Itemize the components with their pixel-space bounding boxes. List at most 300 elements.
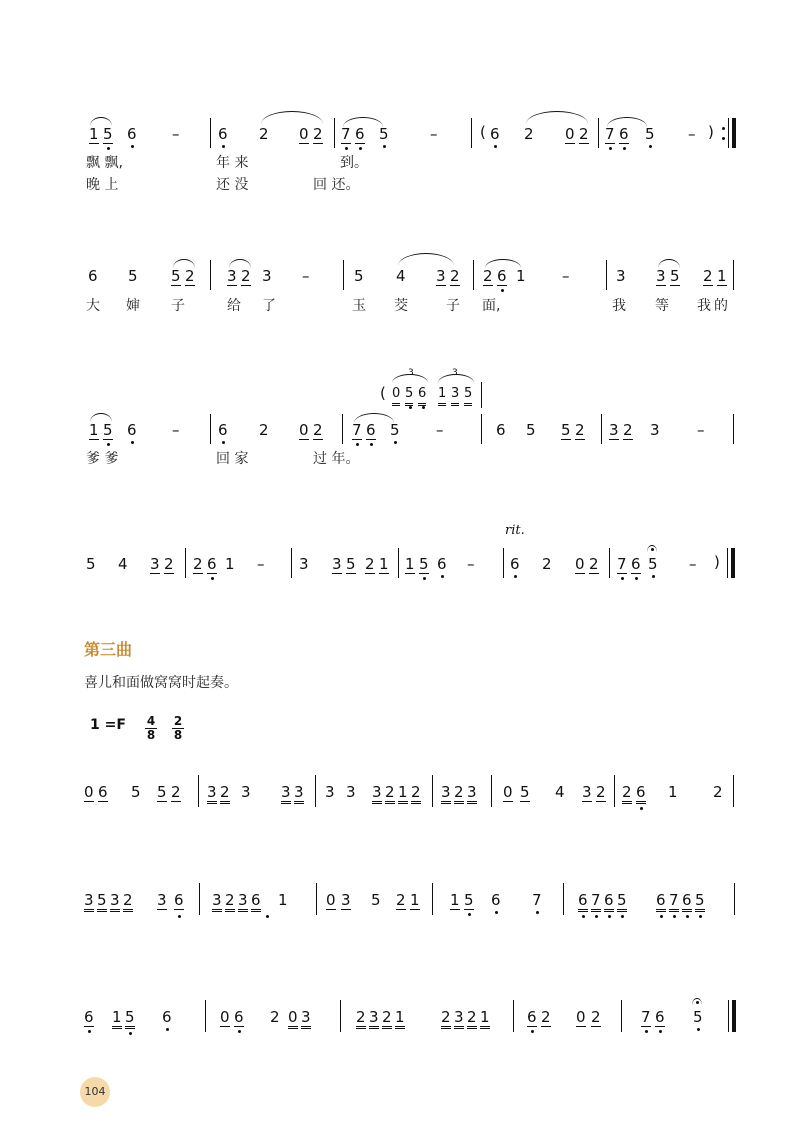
note: 5 [379,125,389,143]
note: 6 [497,267,507,285]
note: 5 [670,267,680,285]
low-octave-dot [621,915,624,918]
lyric-line: 晚 上 [86,177,119,193]
grace-note: 3 [451,386,459,406]
low-octave-dot [582,915,585,918]
note: 6 [251,892,261,912]
triplet-bracket [392,374,428,383]
barline [609,548,610,578]
lyric-line: 飘 飘, [86,155,123,171]
note: 6 [631,555,641,573]
tie [261,111,323,124]
lyric-char: 给 [227,298,241,314]
note: 5 [157,783,167,801]
low-octave-dot [359,147,362,150]
note: 3 [207,784,217,804]
note: 6 [234,1008,244,1026]
note: 5 [86,555,96,573]
note: 1 [450,891,460,909]
low-octave-dot [595,915,598,918]
note: – [172,421,180,439]
note: 7 [641,1008,651,1026]
tie [398,253,454,266]
slur [607,117,647,127]
note: 1 [89,421,99,439]
low-octave-dot [266,915,269,918]
final-barline [731,548,735,578]
note: 2 [713,783,723,801]
barline [210,260,211,290]
low-octave-dot [635,577,638,580]
barline [316,883,317,915]
barline [210,118,211,148]
note: 3 [467,784,477,804]
note: 1 [112,1009,122,1029]
note: 2 [454,784,464,804]
note: 1 [89,125,99,143]
low-octave-dot [623,147,626,150]
note: 1 [480,1009,490,1029]
barline [334,118,335,148]
lyric-char: 我 [697,298,711,314]
note: 6 [491,891,501,909]
note: 3 [341,891,351,909]
low-octave-dot [494,145,497,148]
low-octave-dot [686,915,689,918]
note: 5 [520,783,530,801]
low-octave-dot [131,441,134,444]
grace-note: 5 [405,386,413,406]
barline [598,118,599,148]
note: 3 [346,783,356,801]
note: – [302,267,310,285]
grace-note: 1 [438,386,446,406]
low-octave-dot [356,443,359,446]
grace-note: 5 [464,386,472,406]
paren-close: ) [708,123,714,141]
note: 3 [299,555,309,573]
low-octave-dot [394,441,397,444]
barline [343,260,344,290]
note: 6 [218,421,228,439]
note: – [697,421,705,439]
meter-signature [145,715,157,742]
final-barline [732,118,736,148]
note: 2 [259,421,269,439]
note: 3 [301,1009,311,1029]
note: 2 [622,784,632,804]
barline [291,548,292,578]
barline [398,548,399,578]
note: 2 [225,892,235,912]
note: 2 [241,267,251,285]
note: 2 [541,1008,551,1026]
grace-note: 6 [418,386,426,406]
repeat-dot [722,127,725,130]
note: 3 [441,784,451,804]
barline [513,1000,514,1032]
triplet-mark: 3 [408,368,414,378]
note: 2 [313,421,323,439]
note: 0 [299,125,309,143]
barline [342,414,343,444]
lyric-line: 回 还。 [313,177,360,193]
note: 2 [123,892,133,912]
note: 6 [366,421,376,439]
note: 5 [354,267,364,285]
note: 3 [372,784,382,804]
barline [315,775,316,807]
note: 5 [97,892,107,912]
low-octave-dot [514,575,517,578]
note: 3 [150,555,160,573]
barline [733,414,734,444]
low-octave-dot [178,915,181,918]
final-barline [732,1000,736,1032]
low-octave-dot [659,1030,662,1033]
note: 6 [88,267,98,285]
slur [354,413,394,423]
note: 2 [579,125,589,143]
note: 2 [193,555,203,573]
note: 1 [225,555,235,573]
note: 5 [171,267,181,285]
barline [503,548,504,578]
low-octave-dot [131,145,134,148]
low-octave-dot [609,147,612,150]
note: 6 [636,784,646,804]
barline [601,414,602,444]
low-octave-dot [88,1030,91,1033]
note: 5 [645,125,655,143]
note: – [172,125,180,143]
note: 2 [313,125,323,143]
barline [728,118,729,148]
note: 5 [693,1008,703,1026]
note: 5 [131,783,141,801]
slur [90,413,112,422]
note: 7 [605,125,615,143]
note: 7 [352,421,362,439]
lyric-char: 我 [612,298,626,314]
note: 3 [157,891,167,909]
note: 3 [212,892,222,912]
note: 3 [262,267,272,285]
note: 6 [510,555,520,573]
lyric-char: 玉 [352,298,366,314]
barline [614,775,615,807]
low-octave-dot [660,915,663,918]
note: – [688,125,696,143]
barline [185,548,186,578]
barline [563,883,564,915]
low-octave-dot [536,911,539,914]
note: 2 [524,125,534,143]
note: 2 [270,1008,280,1026]
note: 7 [617,555,627,573]
page-number: 104 [80,1077,110,1107]
barline [473,260,474,290]
note: 5 [346,555,356,573]
note: 6 [578,892,588,912]
note: 3 [454,1009,464,1029]
note: 4 [396,267,406,285]
barline [199,883,200,915]
note: 7 [532,891,542,909]
note: – [436,421,444,439]
note: 2 [441,1009,451,1029]
note: 3 [325,783,335,801]
note: 0 [326,891,336,909]
note: 6 [127,421,137,439]
note: 3 [436,267,446,285]
note: 0 [220,1008,230,1026]
low-octave-dot [608,915,611,918]
note: 2 [483,267,493,285]
note: 1 [410,891,420,909]
triplet-mark: 3 [452,368,458,378]
note: 5 [103,421,113,439]
barline [728,1000,729,1032]
note: 1 [405,555,415,573]
performance-instruction: 喜儿和面做窝窝时起奏。 [84,675,238,691]
barline [471,118,472,148]
lyric-char: 了 [262,298,276,314]
note: – [430,125,438,143]
barline [481,414,482,444]
low-octave-dot [370,443,373,446]
note: 3 [241,783,251,801]
note: 6 [174,891,184,909]
note: 5 [561,421,571,439]
meter-numerator: 2 [173,714,183,728]
note: 2 [185,267,195,285]
low-octave-dot [166,1028,169,1031]
note: 3 [110,892,120,912]
lyric-char: 婶 [126,298,140,314]
note: – [562,267,570,285]
note: 5 [464,891,474,909]
barline [606,260,607,290]
note: 6 [355,125,365,143]
note: 1 [717,267,727,285]
low-octave-dot [383,145,386,148]
note: 5 [371,891,381,909]
note: 3 [656,267,666,285]
note: 0 [565,125,575,143]
barline [340,1000,341,1032]
lyric-char: 茭 [394,298,408,314]
fermata-dot [696,1001,699,1004]
barline [481,382,482,408]
lyric-line: 过 年。 [313,451,360,467]
low-octave-dot [441,575,444,578]
lyric-char: 子 [171,298,185,314]
low-octave-dot [409,406,412,409]
barline [734,883,735,915]
low-octave-dot [673,915,676,918]
section-title: 第三曲 [84,640,133,659]
note: 2 [259,125,269,143]
note: 5 [103,125,113,143]
note: 2 [164,555,174,573]
note: 4 [555,783,565,801]
note: 1 [398,784,408,804]
note: 0 [575,555,585,573]
note: 2 [589,555,599,573]
note: 2 [591,1008,601,1026]
low-octave-dot [640,807,643,810]
low-octave-dot [649,145,652,148]
note: 3 [582,783,592,801]
note: 2 [623,421,633,439]
low-octave-dot [222,441,225,444]
note: 2 [467,1009,477,1029]
note: 1 [395,1009,405,1029]
lyric-line: 还 没 [216,177,249,193]
slur [90,117,112,126]
paren-open: ( [380,384,386,402]
note: 2 [171,783,181,801]
low-octave-dot [697,1028,700,1031]
note: 3 [238,892,248,912]
note: 2 [396,891,406,909]
note: 1 [278,891,288,909]
lyric-line: 回 家 [216,451,249,467]
note: 3 [369,1009,379,1029]
paren-open: ( [480,123,486,141]
note: 3 [650,421,660,439]
note: 5 [526,421,536,439]
note: 6 [655,1008,665,1026]
fermata-dot [651,548,654,551]
note: 2 [411,784,421,804]
note: 6 [207,555,217,573]
note: 2 [356,1009,366,1029]
barline [491,775,492,807]
note: 3 [616,267,626,285]
note: 6 [656,892,666,912]
note: 1 [668,783,678,801]
note: 6 [496,421,506,439]
lyric-char: 面, [482,298,501,314]
note: – [467,555,475,573]
barline [621,1000,622,1032]
barline [733,260,734,290]
lyric-char: 子 [446,298,460,314]
low-octave-dot [468,913,471,916]
barline [432,883,433,915]
note: 5 [419,555,429,573]
low-octave-dot [107,147,110,150]
note: 7 [341,125,351,143]
note: 7 [591,892,601,912]
barline [432,775,433,807]
note: 7 [669,892,679,912]
note: 6 [218,125,228,143]
note: 2 [365,555,375,573]
note: 3 [281,784,291,804]
note: 6 [604,892,614,912]
note: 4 [118,555,128,573]
barline [727,548,728,578]
barline [205,1000,206,1032]
low-octave-dot [211,577,214,580]
note: 6 [98,783,108,801]
meter-denominator: 8 [146,728,156,742]
note: 6 [127,125,137,143]
low-octave-dot [222,145,225,148]
low-octave-dot [699,915,702,918]
slur [658,259,680,268]
low-octave-dot [531,1030,534,1033]
low-octave-dot [645,1030,648,1033]
note: 2 [575,421,585,439]
note: 2 [382,1009,392,1029]
key-signature: 1 =F [90,717,126,733]
low-octave-dot [238,1030,241,1033]
repeat-dot [722,137,725,140]
tie [526,111,588,124]
note: – [689,555,697,573]
note: 3 [332,555,342,573]
low-octave-dot [107,443,110,446]
note: 2 [220,784,230,804]
barline [733,775,734,807]
meter-denominator: 8 [173,728,183,742]
note: 0 [576,1008,586,1026]
note: 6 [84,1008,94,1026]
low-octave-dot [345,147,348,150]
note: 2 [542,555,552,573]
grace-note: 0 [392,386,400,406]
note: 5 [128,267,138,285]
ritardando-mark: rit. [505,523,525,538]
note: 0 [84,783,94,801]
note: 2 [450,267,460,285]
slur [229,259,251,268]
note: 2 [385,784,395,804]
barline [210,414,211,444]
note: 6 [682,892,692,912]
note: 1 [379,555,389,573]
low-octave-dot [423,577,426,580]
slur [173,259,195,268]
low-octave-dot [129,1032,132,1035]
slur [343,117,383,127]
note: 5 [617,892,627,912]
note: 0 [503,783,513,801]
note: 6 [437,555,447,573]
low-octave-dot [501,289,504,292]
note: – [257,555,265,573]
triplet-bracket [438,374,474,383]
lyric-char: 大 [86,298,100,314]
barline [198,775,199,807]
note: 2 [703,267,713,285]
note: 3 [294,784,304,804]
meter-signature [172,715,184,742]
lyric-char: 的 [714,298,728,314]
note: 2 [596,783,606,801]
note: 3 [84,892,94,912]
note: 5 [648,555,658,573]
lyric-char: 等 [655,298,669,314]
note: 1 [516,267,526,285]
note: 6 [162,1008,172,1026]
low-octave-dot [422,406,425,409]
note: 3 [609,421,619,439]
